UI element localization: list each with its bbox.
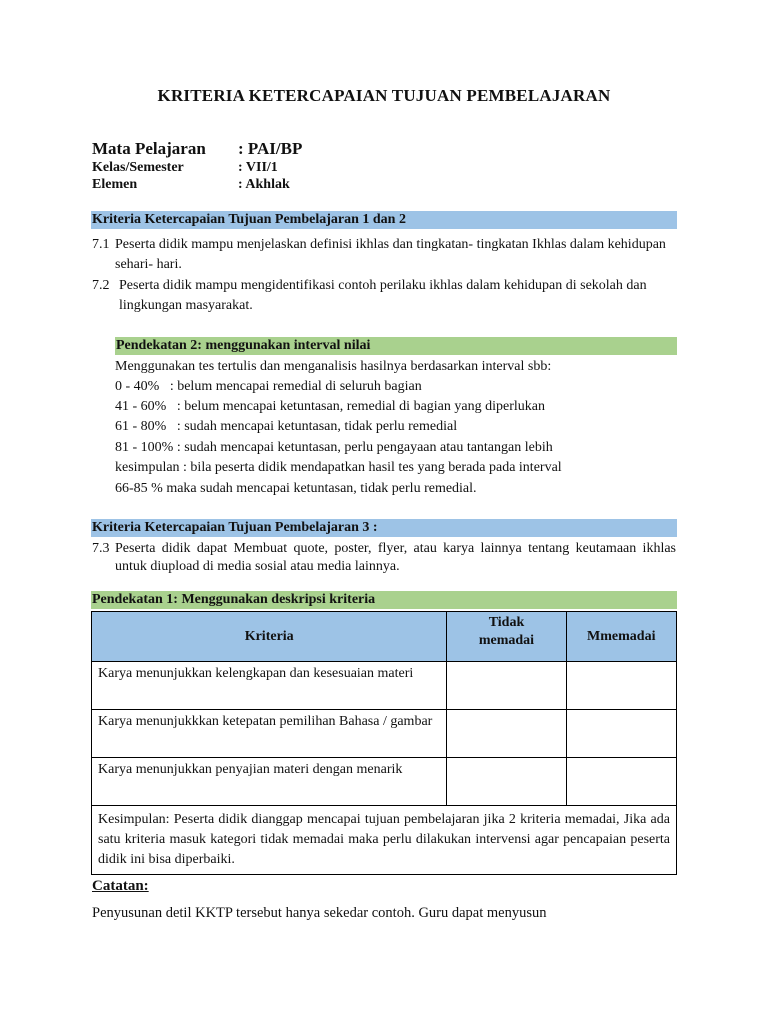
col-header-tidak-line2: memadai bbox=[478, 633, 535, 648]
elemen-value: : Akhlak bbox=[238, 177, 290, 192]
pendekatan2-header: Pendekatan 2: menggunakan interval nilai bbox=[115, 337, 677, 355]
kelas-label: Kelas/Semester bbox=[92, 160, 184, 175]
col-header-tidak-line1: Tidak bbox=[488, 615, 525, 630]
document-title: KRITERIA KETERCAPAIAN TUJUAN PEMBELAJARAN bbox=[157, 86, 611, 105]
table-row bbox=[92, 710, 677, 758]
item-7-1 bbox=[92, 235, 676, 275]
table-row bbox=[92, 662, 677, 710]
interval-line: 41 - 60% : belum mencapai ketuntasan, remedial di bagian yang diperlukan bbox=[115, 399, 545, 414]
tidak-memadai-cell[interactable] bbox=[447, 758, 566, 806]
item-7-1-text: Peserta didik mampu menjelaskan definisi ikhlas dan tingkatan- tingkatan Ikhlas dalam kehidupan sehari- hari. bbox=[115, 237, 666, 272]
meta-elemen bbox=[92, 177, 290, 193]
mapel-label: Mata Pelajaran bbox=[92, 139, 206, 158]
elemen-label: Elemen bbox=[92, 177, 138, 192]
kelas-value: : VII/1 bbox=[238, 160, 278, 175]
mapel-value: : PAI/BP bbox=[238, 139, 303, 158]
col-header-kriteria: Kriteria bbox=[92, 612, 447, 662]
item-7-1-number: 7.1 bbox=[92, 237, 110, 252]
meta-kelas-semester bbox=[92, 160, 278, 176]
tidak-memadai-cell[interactable] bbox=[447, 662, 566, 710]
memadai-cell[interactable] bbox=[566, 758, 676, 806]
tidak-memadai-cell[interactable] bbox=[447, 710, 566, 758]
table-row bbox=[92, 758, 677, 806]
interval-line: 81 - 100% : sudah mencapai ketuntasan, perlu pengayaan atau tantangan lebih bbox=[115, 440, 553, 455]
pendekatan2-intro: Menggunakan tes tertulis dan menganalisis hasilnya berdasarkan interval sbb: bbox=[115, 359, 552, 374]
pendekatan2-conclusion-1: kesimpulan : bila peserta didik mendapatkan hasil tes yang berada pada interval bbox=[115, 460, 562, 475]
col-header-tidak-memadai bbox=[447, 612, 566, 662]
criteria-cell: Karya menunjukkan kelengkapan dan kesesuaian materi bbox=[92, 662, 447, 710]
section3-header: Kriteria Ketercapaian Tujuan Pembelajaran 3 : bbox=[91, 519, 677, 537]
table-summary: Kesimpulan: Peserta didik dianggap mencapai tujuan pembelajaran jika 2 kriteria memadai, Jika ada satu kriteria masuk kategori tidak memadai maka perlu dilakukan intervensi agar pencapaian peserta didik ini bisa diperbaiki. bbox=[92, 806, 677, 875]
pendekatan2-conclusion-2: 66-85 % maka sudah mencapai ketuntasan, tidak perlu remedial. bbox=[115, 481, 477, 496]
criteria-table bbox=[91, 611, 677, 875]
col-header-memadai: Mmemadai bbox=[566, 612, 676, 662]
table-header-row bbox=[92, 612, 677, 662]
item-7-2-text: Peserta didik mampu mengidentifikasi contoh perilaku ikhlas dalam kehidupan di sekolah dan lingkungan masyarakat. bbox=[119, 278, 647, 313]
memadai-cell[interactable] bbox=[566, 710, 676, 758]
item-7-3-number: 7.3 bbox=[92, 541, 110, 556]
item-7-2-number: 7.2 bbox=[92, 278, 110, 293]
interval-line: 0 - 40% : belum mencapai remedial di seluruh bagian bbox=[115, 379, 422, 394]
criteria-cell: Karya menunjukkkan ketepatan pemilihan Bahasa / gambar bbox=[92, 710, 447, 758]
pendekatan1-header: Pendekatan 1: Menggunakan deskripsi kriteria bbox=[91, 591, 677, 609]
catatan-label: Catatan: bbox=[92, 878, 149, 894]
catatan-text: Penyusunan detil KKTP tersebut hanya sekedar contoh. Guru dapat menyusun bbox=[92, 905, 547, 921]
interval-line: 61 - 80% : sudah mencapai ketuntasan, tidak perlu remedial bbox=[115, 419, 458, 434]
table-summary-row bbox=[92, 806, 677, 875]
meta-mata-pelajaran bbox=[92, 139, 302, 159]
item-7-3 bbox=[92, 540, 676, 576]
criteria-cell: Karya menunjukkan penyajian materi dengan menarik bbox=[92, 758, 447, 806]
section1-header: Kriteria Ketercapaian Tujuan Pembelajaran 1 dan 2 bbox=[91, 211, 677, 229]
item-7-3-text: Peserta didik dapat Membuat quote, poster, flyer, atau karya lainnya tentang keutamaan ikhlas untuk diupload di media sosial atau media lainnya. bbox=[115, 541, 676, 574]
item-7-2 bbox=[92, 276, 676, 316]
memadai-cell[interactable] bbox=[566, 662, 676, 710]
